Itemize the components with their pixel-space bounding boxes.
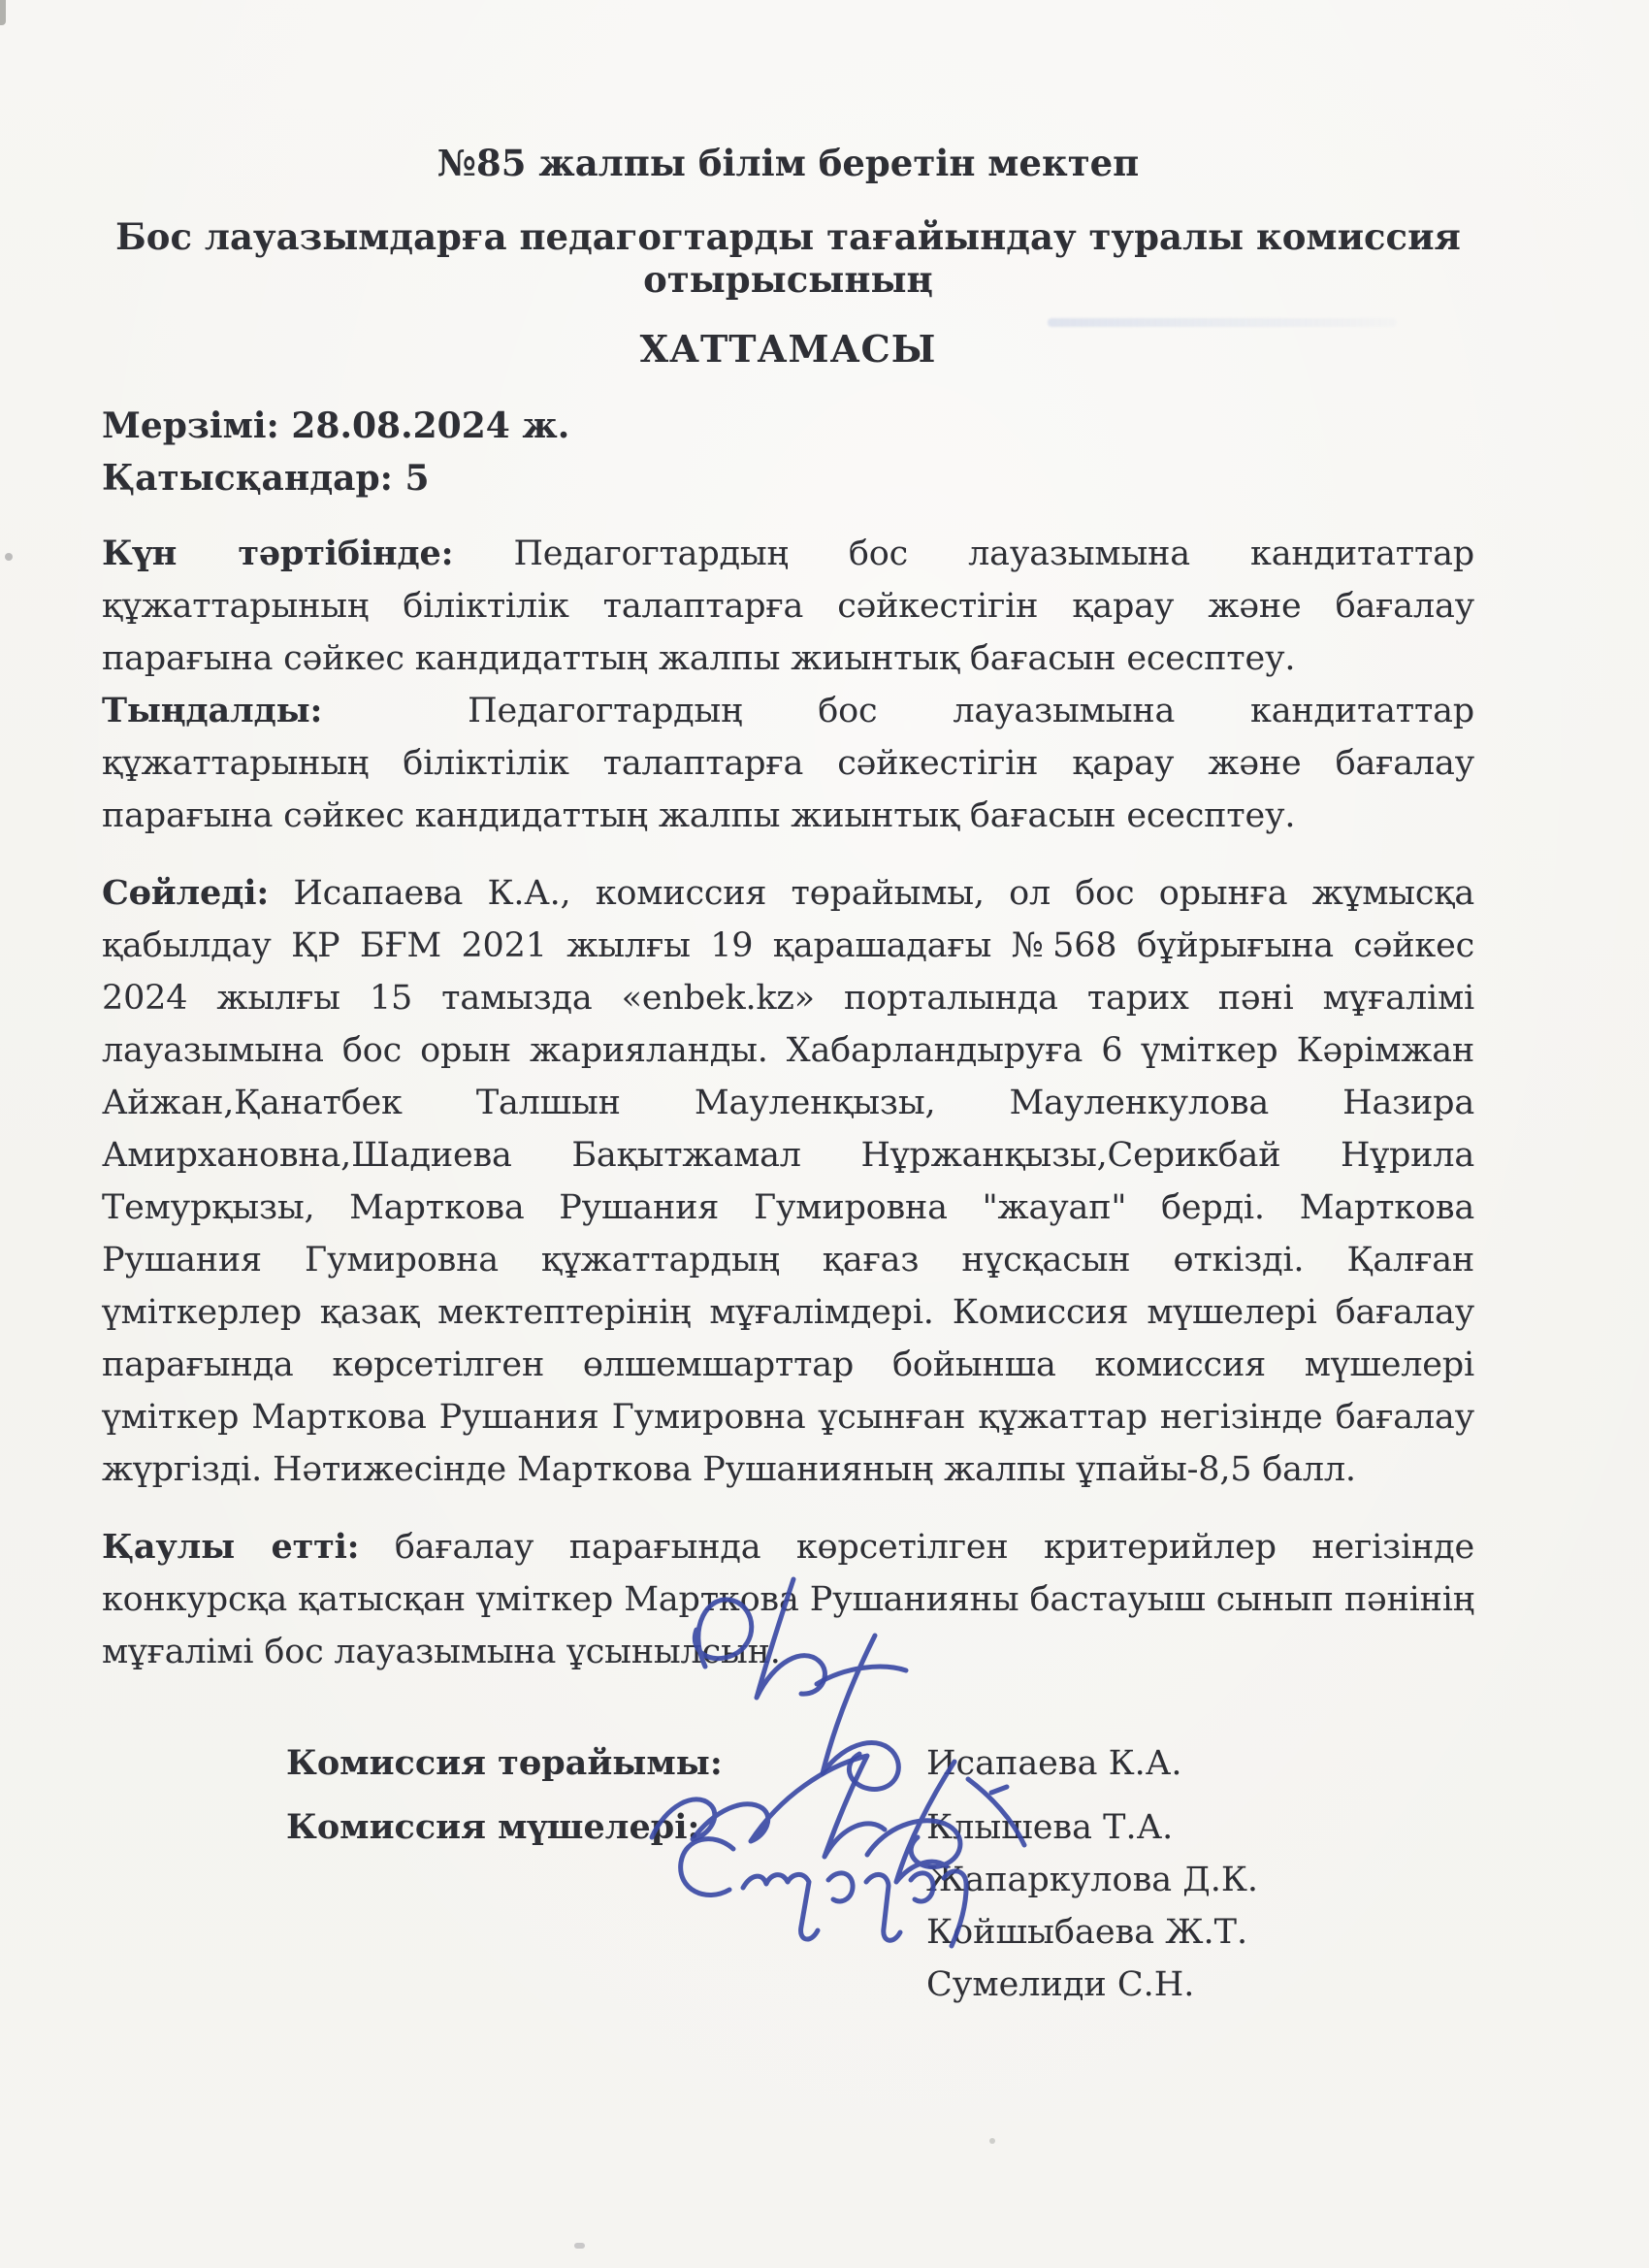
spoke-paragraph xyxy=(102,867,1474,1496)
heard-paragraph xyxy=(102,685,1474,842)
scan-streak xyxy=(1048,318,1397,327)
members-label: Комиссия мүшелері: xyxy=(286,1807,700,1847)
member-name: Жапаркулова Д.К. xyxy=(926,1861,1259,1899)
document-body xyxy=(102,142,1474,2008)
meeting-subtitle: Бос лауазымдарға педагогтарды тағайындау туралы комиссия отырысының xyxy=(115,215,1461,301)
resolved-label: Қаулы етті: xyxy=(102,1527,360,1567)
scan-speck xyxy=(0,0,6,25)
date-line: Мерзімі: 28.08.2024 ж. xyxy=(102,405,570,446)
agenda-paragraph xyxy=(102,528,1474,685)
chairman-label: Комиссия төрайымы: xyxy=(286,1743,723,1783)
agenda-label: Күн тәртібінде: xyxy=(102,534,454,573)
attendees-line: Қатысқандар: 5 xyxy=(102,458,430,499)
chairman-name: Исапаева К.А. xyxy=(926,1744,1182,1783)
meta-block xyxy=(102,400,1474,504)
signature-block xyxy=(102,1740,1474,2008)
resolved-paragraph xyxy=(102,1521,1474,1678)
chairman-row xyxy=(102,1740,1474,1787)
heard-text: Педагогтардың бос лауазымына кандитаттар құжаттарының біліктілік талаптарға сәйкестігін қарау және бағалау парағына сәйкес кандидаттың жалпы жиынтық бағасын есесптеу. xyxy=(102,692,1474,835)
member-row xyxy=(102,1961,1474,2008)
members-row xyxy=(102,1804,1474,1851)
spoke-label: Сөйледі: xyxy=(102,873,270,913)
protocol-title: ХАТТАМАСЫ xyxy=(639,327,937,371)
member-row xyxy=(102,1909,1474,1956)
scan-speck xyxy=(989,2138,995,2144)
scan-speck xyxy=(5,553,13,561)
member-name: Сумелиди С.Н. xyxy=(926,1965,1195,2004)
scan-speck xyxy=(574,2243,585,2249)
member-name: Койшыбаева Ж.Т. xyxy=(926,1913,1248,1952)
spoke-text: Исапаева К.А., комиссия төрайымы, ол бос орынға жұмысқа қабылдау ҚР БҒМ 2021 жылғы 19 қарашадағы №568 бұйрығына сәйкес 2024 жылғы 15 тамызда «enbek.kz» порталында тарих пәні мұғалімі лауазымына бос орын жарияланды. Хабарландыруға 6 үміткер Кәрімжан Айжан,Қанатбек Талшын Мауленқызы, Мауленкулова Назира Амирхановна,Шадиева Бақытжамал Нұржанқызы,Серикбай Нұрила Темурқызы, Марткова Рушания Гумировна "жауап" берді. Марткова Рушания Гумировна құжаттардың қағаз нұсқасын өткізді. Қалған үміткерлер қазақ мектептерінің мұғалімдері. Комиссия мүшелері бағалау парағында көрсетілген өлшемшарттар бойынша комиссия мүшелері үміткер Марткова Рушания Гумировна ұсынған құжаттар негізінде бағалау жүргізді. Нәтижесінде Марткова Рушанияның жалпы ұпайы-8,5 балл. xyxy=(102,874,1474,1489)
member-row xyxy=(102,1857,1474,1903)
heard-label: Тыңдалды: xyxy=(102,691,323,730)
school-title: №85 жалпы білім беретін мектеп xyxy=(436,142,1140,184)
member-name: Клышева Т.А. xyxy=(926,1808,1174,1847)
resolved-text: бағалау парағында көрсетілген критерийлер негізінде конкурсқа қатысқан үміткер Марткова Рушанияны бастауыш сынып пәнінің мұғалімі бос лауазымына ұсынылсын. xyxy=(102,1528,1474,1671)
agenda-text: Педагогтардың бос лауазымына кандитаттар құжаттарының біліктілік талаптарға сәйкестігін қарау және бағалау парағына сәйкес кандидаттың жалпы жиынтық бағасын есесптеу. xyxy=(102,535,1474,678)
